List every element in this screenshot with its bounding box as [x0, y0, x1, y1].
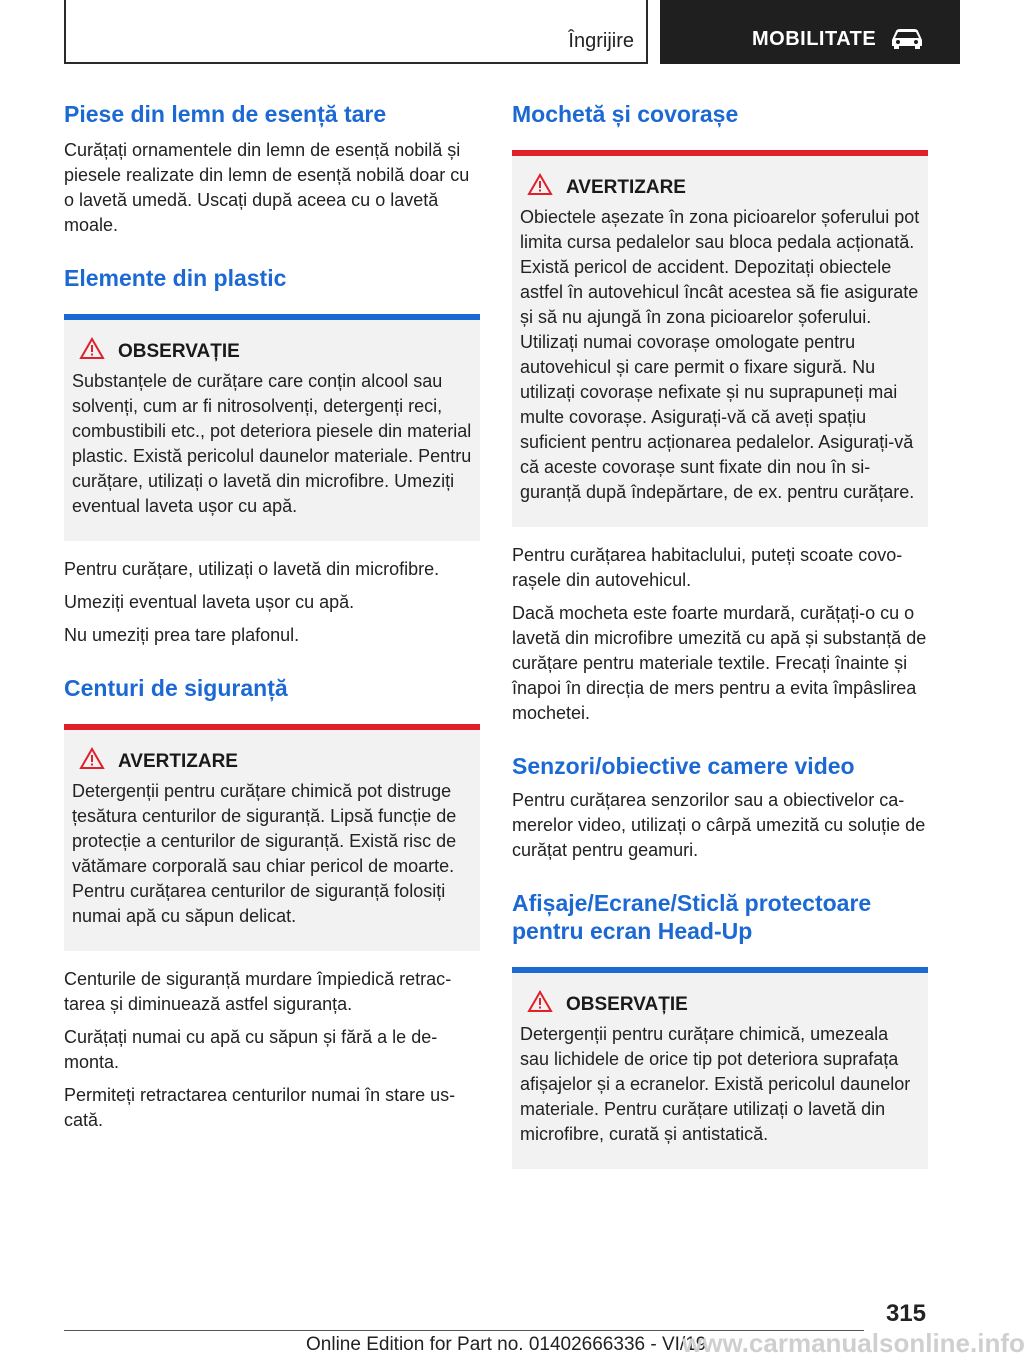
warning-triangle-icon: [528, 174, 552, 201]
belts-paragraph-1: Centurile de siguranță murdare împiedică retractarea și diminuează astfel siguranța.: [64, 969, 452, 1014]
displays-notice-box: [512, 967, 928, 1169]
header-section-box: [64, 0, 648, 64]
carpet-warning-label: AVERTIZARE: [566, 176, 686, 198]
carpet-heading: Mochetă și covorașe: [512, 101, 739, 127]
header-section-title: Îngrijire: [568, 30, 634, 52]
displays-notice-label: OBSERVAȚIE: [566, 993, 688, 1015]
displays-notice-text: Detergenții pentru curățare chimică, umezeala sau lichidele de orice tip pot deteriora suprafața afișajelor și a ecranelor. Există pericolul daunelor materiale. Pentru curățare utilizați o lavetă din microfibre, curată și antistatică.: [520, 1024, 911, 1144]
sensors-text: Pentru curățarea senzorilor sau a obiectivelor camerelor video, utilizați o cârpă umezită cu soluție de curățat pentru geamuri.: [512, 790, 926, 860]
sensors-heading: Senzori/obiective camere video: [512, 753, 855, 779]
belts-warning-box: [64, 724, 480, 951]
belts-warning-label: AVERTIZARE: [118, 750, 238, 772]
carpet-paragraph-2: Dacă mocheta este foarte murdară, curățați-o cu o lavetă din microfibre umezită cu apă și substanță de curățare pentru materiale textile. Frecați înainte și înapoi în direcția de mers pentru a evita împâslirea mochetei.: [512, 603, 927, 723]
plastic-notice-text: Substanțele de curățare care conțin alcool sau solvenți, cum ar fi nitrosolvenți, detergenți reci, combustibili etc., pot deteriora piesele din material plastic. Există pericolul daunelor materiale. Pentru curățare, utilizați o lavetă din microfibre. Umeziți eventual laveta ușor cu apă.: [72, 371, 472, 516]
displays-heading: Afișaje/Ecrane/Sticlă protectoare pentru ecran Head-Up: [512, 890, 872, 944]
plastic-notice-label: OBSERVAȚIE: [118, 340, 240, 362]
plastic-paragraph-2: Umeziți eventual laveta ușor cu apă.: [64, 592, 355, 612]
left-column: [64, 100, 480, 1133]
carpet-warning-box: [512, 150, 928, 527]
watermark: www.carmanualsonline.info: [682, 1328, 1025, 1358]
header-chapter-tab: [660, 0, 960, 64]
header-chapter-title: MOBILITATE: [752, 28, 877, 50]
page-number: 315: [885, 1300, 926, 1327]
warning-triangle-icon: [80, 338, 104, 365]
wood-heading: Piese din lemn de esență tare: [64, 101, 387, 127]
plastic-paragraph-1: Pentru curățare, utilizați o lavetă din microfibre.: [64, 559, 440, 579]
belts-paragraph-3: Permiteți retractarea centurilor numai în stare uscată.: [64, 1085, 456, 1130]
footer-edition: Online Edition for Part no. 01402666336 - VI/19: [306, 1334, 707, 1355]
belts-warning-text: Detergenții pentru curățare chimică pot distruge țesătura centurilor de siguranță. Lipsă funcție de protecție a centurilor de siguranță. Există risc de vătămare corporală sau chiar pericol de moarte. Pentru curățarea centurilor de siguranță folosiți numai apă cu săpun delicat.: [72, 781, 457, 926]
wood-text: Curățați ornamentele din lemn de esență nobilă și piesele realizate din lemn de esență nobilă doar cu o lavetă umedă. Uscați după aceea cu o lavetă moale.: [64, 140, 470, 235]
warning-triangle-icon: [80, 748, 104, 775]
carpet-warning-text: Obiectele așezate în zona picioarelor șoferului pot limita cursa pedalelor sau bloca pedala acționată. Există pericol de accident. Depozitați obiectele astfel în autovehicul încât acestea să fie asigurate și să nu ajungă în zona picioarelor șoferului. Utilizați numai covorașe omologate pentru autovehicul și care permit o fixare sigură. Nu utilizați covorașe nefixate și nu suprapuneți mai multe covorașe. Asigurați-vă că aveți spațiu suficient pentru acționarea pedalelor. Asigurați-vă că aceste covorașe sunt fixate din nou în siguranță după îndepărtare, de ex. pentru curățare.: [520, 207, 920, 502]
warning-triangle-icon: [528, 991, 552, 1018]
belts-heading: Centuri de siguranță: [64, 675, 288, 701]
car-icon: [888, 26, 926, 55]
plastic-notice-box: [64, 314, 480, 541]
right-column: [512, 100, 928, 1169]
plastic-heading: Elemente din plastic: [64, 265, 287, 291]
belts-paragraph-2: Curățați numai cu apă cu săpun și fără a le demonta.: [64, 1027, 438, 1072]
plastic-paragraph-3: Nu umeziți prea tare plafonul.: [64, 625, 300, 645]
carpet-paragraph-1: Pentru curățarea habitaclului, puteți scoate covorașele din autovehicul.: [512, 545, 903, 590]
